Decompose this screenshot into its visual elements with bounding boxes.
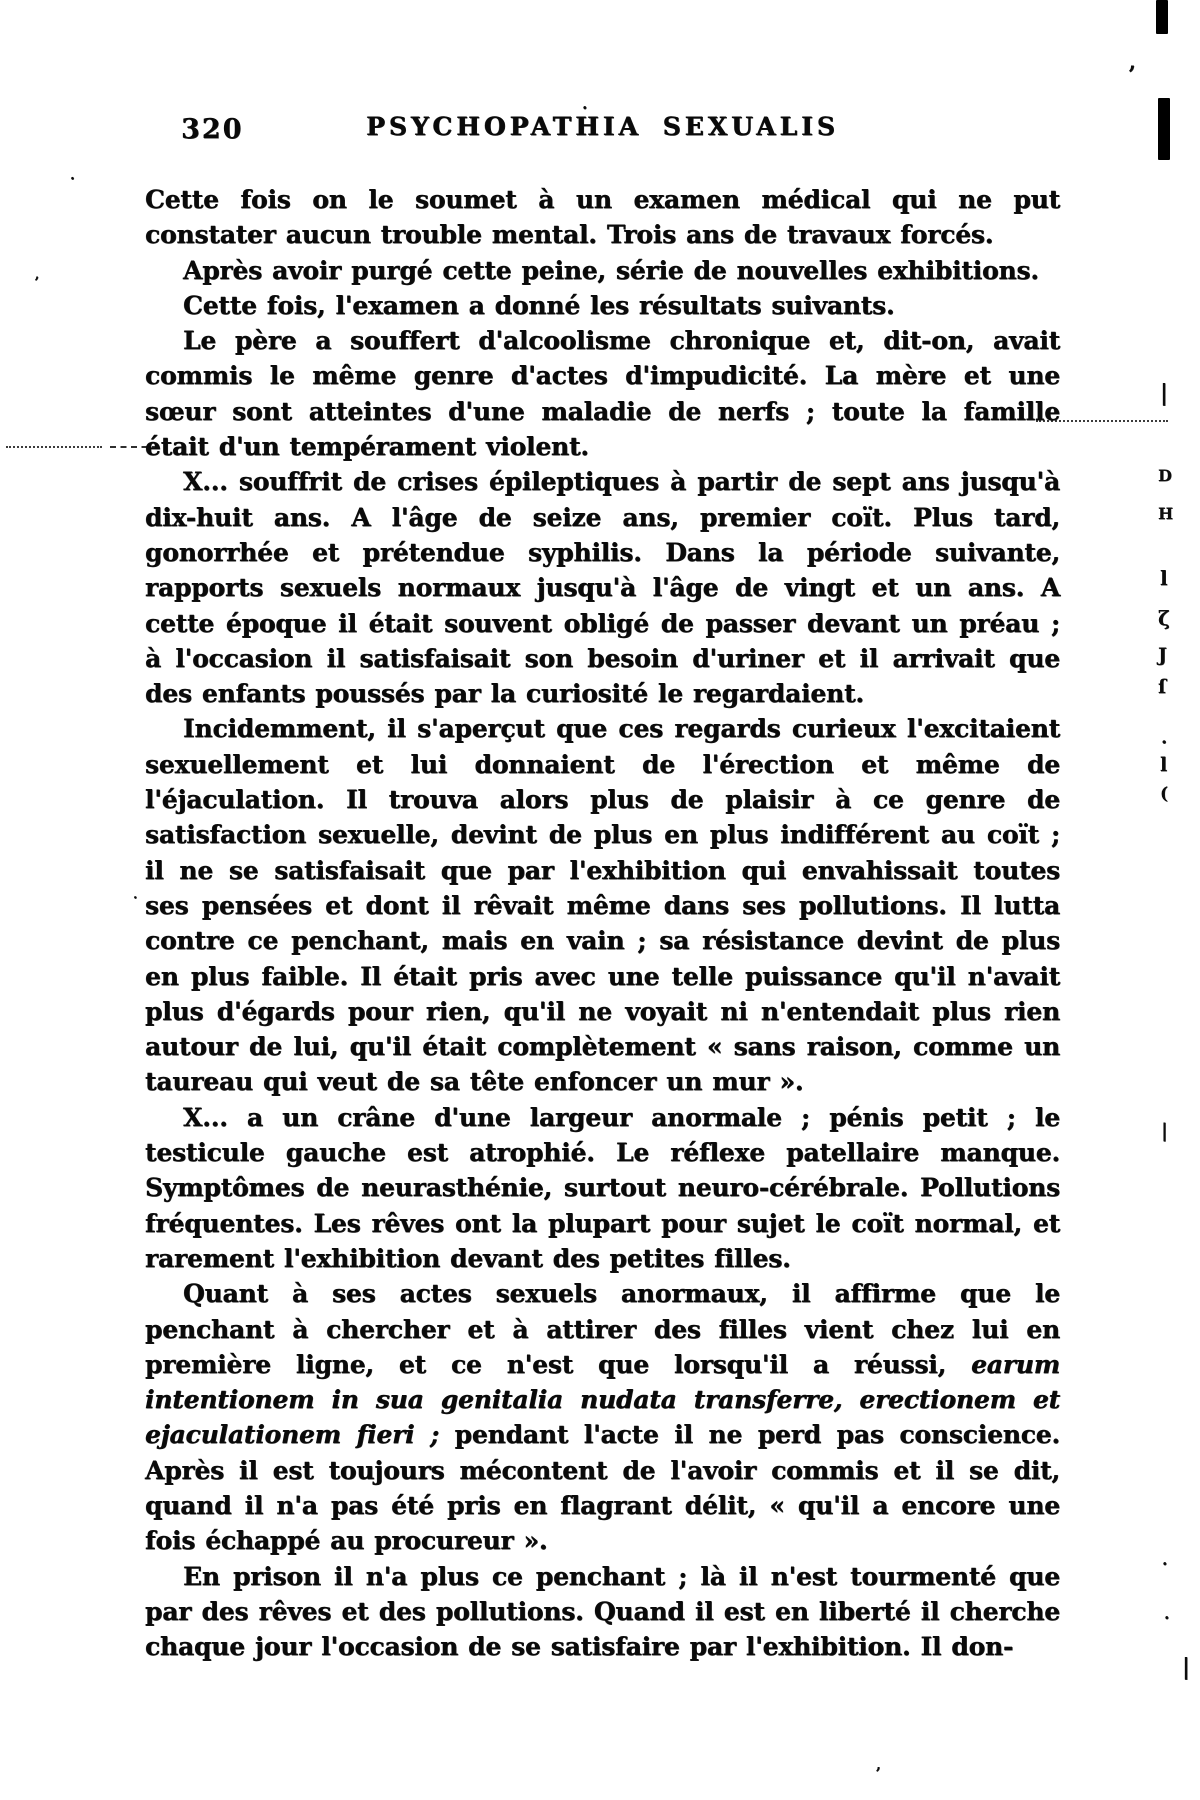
stray-ink-mark: | xyxy=(1161,1120,1168,1142)
text-segment: X... a un crâne d'une largeur anormale ; pénis petit ; le testicule gauche est atrophié. Le réflexe patellaire manque. Symptômes de neurasthénie, surtout neuro-cérébrale. Pollutions fréquentes. Les rêves ont la plupart pour sujet le coït normal, et rarement l'exhibition devant des petites filles. xyxy=(145,1102,1060,1273)
paragraph xyxy=(145,253,1060,288)
paragraph xyxy=(145,464,1060,711)
stray-ink-mark: , xyxy=(876,1757,881,1773)
text-segment: pendant l'acte il ne perd pas conscience. Après il est toujours mécontent de l'avoir commis et il se dit, quand il n'a pas été pris en flagrant délit, « qu'il a encore une fois échappé au procureur ». xyxy=(145,1420,1060,1556)
stray-ink-mark: | xyxy=(1160,380,1169,406)
text-segment: Quant à ses actes sexuels anormaux, il affirme que le penchant à chercher et à attirer des filles vient chez lui en première ligne, et ce n'est que lorsqu'il a réussi, xyxy=(145,1279,1060,1379)
body-text xyxy=(145,182,1060,1664)
stray-ink-mark: J xyxy=(1158,644,1167,666)
text-segment: Après avoir purgé cette peine, série de nouvelles exhibitions. xyxy=(183,255,1039,285)
ink-bleed-bar xyxy=(1158,98,1170,160)
paragraph xyxy=(145,711,1060,1099)
stray-ink-mark: · xyxy=(582,98,588,117)
paragraph xyxy=(145,1559,1060,1665)
page-number: 320 xyxy=(181,114,244,145)
latin-italic-segment: earum intentionem in sua genitalia nudata transferre, erectionem et ejaculationem fieri ; xyxy=(145,1349,1060,1450)
speckle-row xyxy=(6,446,102,448)
paragraph xyxy=(145,182,1060,253)
running-title: PSYCHOPATHIA SEXUALIS xyxy=(366,112,839,141)
stray-ink-mark: ’ xyxy=(1128,62,1136,88)
text-segment: Cette fois, l'examen a donné les résultats suivants. xyxy=(183,290,895,320)
stray-ink-mark: l xyxy=(1160,566,1168,590)
text-segment: Le père a souffert d'alcoolisme chronique et, dit-on, avait commis le même genre d'actes d'impudicité. La mère et une sœur sont atteintes d'une maladie de nerfs ; toute la famille était d'un tempérament violent. xyxy=(145,326,1060,462)
text-segment: X... souffrit de crises épileptiques à partir de sept ans jusqu'à dix-huit ans. A l'âge de seize ans, premier coït. Plus tard, gonorrhée et prétendue syphilis. Dans la période suivante, rapports sexuels normaux jusqu'à l'âge de vingt et un ans. A cette époque il était souvent obligé de passer devant un préau ; à l'occasion il satisfaisait son besoin d'uriner et il arrivait que des enfants poussés par la curiosité le regardaient. xyxy=(145,467,1060,709)
stray-ink-mark: . xyxy=(1164,1604,1170,1623)
stray-ink-mark: · xyxy=(1161,732,1168,753)
stray-ink-mark: H xyxy=(1158,504,1174,523)
paragraph xyxy=(145,323,1060,464)
speckle-row xyxy=(1036,420,1168,422)
stray-ink-mark: · xyxy=(133,891,138,906)
stray-ink-mark: | xyxy=(1182,1654,1191,1680)
stray-ink-mark: D xyxy=(1158,466,1172,485)
stray-ink-mark: ſ xyxy=(1158,676,1167,698)
paragraph xyxy=(145,1100,1060,1276)
text-segment: En prison il n'a plus ce penchant ; là il n'est tourmenté que par des rêves et des pollutions. Quand il est en liberté il cherche chaque jour l'occasion de se satisfaire par l'exhibition. Il don- xyxy=(145,1561,1060,1662)
paragraph xyxy=(145,288,1060,323)
stray-ink-mark: · xyxy=(70,171,75,187)
stray-ink-mark: . xyxy=(1162,1550,1168,1569)
text-segment: Incidemment, il s'aperçut que ces regards curieux l'excitaient sexuellement et lui donnaient de l'érection et même de l'éjaculation. Il trouva alors plus de plaisir à ce genre de satisfaction sexuelle, devint de plus en plus indifférent au coït ; il ne se satisfaisait que par l'exhibition qui envahissait toutes ses pensées et dont il rêvait même dans ses pollutions. Il lutta contre ce penchant, mais en vain ; sa résistance devint de plus en plus faible. Il était pris avec une telle puissance qu'il n'avait plus d'égards pour rien, qu'il ne voyait ni n'entendait plus rien autour de lui, qu'il était complètement « sans raison, comme un taureau qui veut de sa tête enfoncer un mur ». xyxy=(145,714,1060,1097)
ink-bleed-bar xyxy=(1156,0,1168,34)
stray-ink-mark: l xyxy=(1160,754,1168,776)
paragraph xyxy=(145,1276,1060,1558)
stray-ink-mark: ζ xyxy=(1158,606,1170,630)
text-segment: Cette fois on le soumet à un examen médical qui ne put constater aucun trouble mental. Trois ans de travaux forcés. xyxy=(145,185,1060,250)
stray-ink-mark: ʼ xyxy=(34,275,39,291)
speckle-row xyxy=(110,446,158,448)
stray-ink-mark: ( xyxy=(1160,784,1169,804)
